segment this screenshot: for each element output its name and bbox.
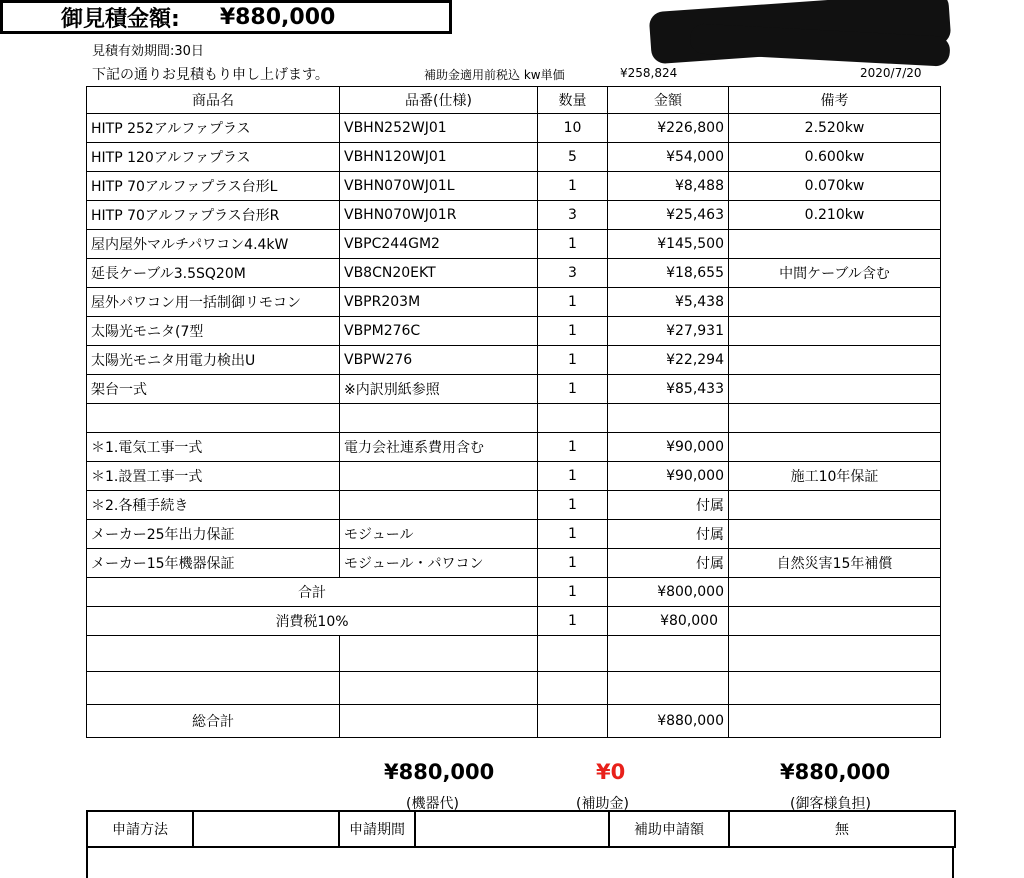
tax-amount: ¥80,000 — [608, 607, 729, 636]
item-remarks — [729, 433, 941, 462]
table-row — [87, 288, 941, 317]
application-period-value — [415, 811, 609, 847]
item-part-number: VBPM276C — [340, 317, 538, 346]
table-row — [87, 259, 941, 288]
item-remarks: 施工10年保証 — [729, 462, 941, 491]
item-remarks — [729, 520, 941, 549]
item-amount: ¥226,800 — [608, 114, 729, 143]
equipment-label: (機器代) — [406, 796, 459, 812]
item-amount: ¥85,433 — [608, 375, 729, 404]
table-row — [87, 491, 941, 520]
item-amount: 付属 — [608, 549, 729, 578]
subtotal-remarks — [729, 578, 941, 607]
estimate-amount-value: ¥880,000 — [219, 4, 336, 30]
item-part-number: VBPW276 — [340, 346, 538, 375]
item-quantity: 1 — [538, 549, 608, 578]
subsidy-request-value: 無 — [729, 811, 955, 847]
item-quantity: 1 — [538, 491, 608, 520]
item-remarks: 2.520kw — [729, 114, 941, 143]
item-name: 延長ケーブル3.5SQ20M — [87, 259, 340, 288]
application-period-label: 申請期間 — [339, 811, 415, 847]
grand-total-amount: ¥880,000 — [608, 705, 729, 738]
customer-amount: ¥880,000 — [780, 760, 891, 784]
item-part-number: VB8CN20EKT — [340, 259, 538, 288]
kw-price-label: 補助金適用前税込 kw単価 — [424, 68, 565, 82]
item-amount: ¥90,000 — [608, 433, 729, 462]
table-row — [87, 143, 941, 172]
table-row — [87, 172, 941, 201]
tax-label: 消費税10% — [87, 607, 538, 636]
table-row — [87, 433, 941, 462]
tax-row — [87, 607, 941, 636]
application-table — [86, 810, 956, 848]
item-part-number — [340, 404, 538, 433]
table-row — [87, 520, 941, 549]
item-part-number: VBHN252WJ01 — [340, 114, 538, 143]
item-remarks — [729, 317, 941, 346]
quote-table — [86, 86, 941, 738]
application-method-value — [193, 811, 339, 847]
subtotal-row — [87, 578, 941, 607]
item-remarks — [729, 404, 941, 433]
item-name: 屋外パワコン用一括制御リモコン — [87, 288, 340, 317]
subsidy-request-label: 補助申請額 — [609, 811, 729, 847]
subtotal-amount: ¥800,000 — [608, 578, 729, 607]
item-quantity: 10 — [538, 114, 608, 143]
item-name: メーカー25年出力保証 — [87, 520, 340, 549]
table-row — [87, 201, 941, 230]
item-quantity: 1 — [538, 288, 608, 317]
table-row — [87, 230, 941, 259]
item-remarks: 中間ケーブル含む — [729, 259, 941, 288]
item-amount: ¥90,000 — [608, 462, 729, 491]
header-quantity: 数量 — [538, 87, 608, 114]
subsidy-amount: ¥0 — [596, 760, 626, 784]
grand-total-row — [87, 705, 941, 738]
item-quantity: 5 — [538, 143, 608, 172]
table-row — [87, 549, 941, 578]
item-part-number: VBPC244GM2 — [340, 230, 538, 259]
tax-qty: 1 — [538, 607, 608, 636]
notes-box — [86, 846, 954, 878]
item-part-number: VBHN070WJ01R — [340, 201, 538, 230]
item-name: 屋内屋外マルチパワコン4.4kW — [87, 230, 340, 259]
item-amount: ¥8,488 — [608, 172, 729, 201]
item-remarks: 0.070kw — [729, 172, 941, 201]
item-quantity: 1 — [538, 375, 608, 404]
item-part-number — [340, 491, 538, 520]
item-amount: ¥5,438 — [608, 288, 729, 317]
header-product: 商品名 — [87, 87, 340, 114]
item-quantity: 1 — [538, 172, 608, 201]
item-amount: ¥27,931 — [608, 317, 729, 346]
table-row — [87, 317, 941, 346]
subtotal-label: 合計 — [87, 578, 538, 607]
item-amount: ¥54,000 — [608, 143, 729, 172]
item-name: メーカー15年機器保証 — [87, 549, 340, 578]
grand-total-label: 総合計 — [87, 705, 340, 738]
item-amount — [608, 404, 729, 433]
estimate-amount-label: 御見積金額: — [61, 6, 180, 32]
table-header-row — [87, 87, 941, 114]
table-row — [87, 462, 941, 491]
item-name: ＊1.電気工事一式 — [87, 433, 340, 462]
item-quantity: 1 — [538, 433, 608, 462]
item-part-number: モジュール・パワコン — [340, 549, 538, 578]
item-name: 太陽光モニタ用電力検出U — [87, 346, 340, 375]
item-amount: ¥18,655 — [608, 259, 729, 288]
item-part-number: VBHN070WJ01L — [340, 172, 538, 201]
tax-remarks — [729, 607, 941, 636]
item-remarks — [729, 288, 941, 317]
item-remarks: 0.600kw — [729, 143, 941, 172]
item-name: HITP 252アルファプラス — [87, 114, 340, 143]
item-name — [87, 404, 340, 433]
header-part-number: 品番(仕様) — [340, 87, 538, 114]
item-name: 架台一式 — [87, 375, 340, 404]
item-remarks — [729, 375, 941, 404]
item-name: HITP 70アルファプラス台形L — [87, 172, 340, 201]
item-name: HITP 70アルファプラス台形R — [87, 201, 340, 230]
item-remarks — [729, 346, 941, 375]
header-amount: 金額 — [608, 87, 729, 114]
item-name: 太陽光モニタ(7型 — [87, 317, 340, 346]
item-quantity: 1 — [538, 230, 608, 259]
table-row — [87, 375, 941, 404]
item-part-number — [340, 462, 538, 491]
application-row — [87, 811, 955, 847]
item-quantity: 3 — [538, 259, 608, 288]
item-name: ＊1.設置工事一式 — [87, 462, 340, 491]
item-rows — [87, 114, 941, 578]
item-name: ＊2.各種手続き — [87, 491, 340, 520]
blank-row — [87, 636, 941, 672]
item-remarks: 0.210kw — [729, 201, 941, 230]
item-amount: 付属 — [608, 520, 729, 549]
item-quantity: 3 — [538, 201, 608, 230]
item-quantity: 1 — [538, 462, 608, 491]
customer-label: (御客様負担) — [790, 796, 871, 812]
intro-text: 下記の通りお見積もり申し上げます。 — [92, 67, 329, 83]
validity-period: 見積有効期間:30日 — [92, 44, 204, 59]
item-remarks: 自然災害15年補償 — [729, 549, 941, 578]
item-amount: ¥145,500 — [608, 230, 729, 259]
equipment-amount: ¥880,000 — [384, 760, 495, 784]
application-method-label: 申請方法 — [87, 811, 193, 847]
item-amount: ¥25,463 — [608, 201, 729, 230]
table-row — [87, 114, 941, 143]
header-remarks: 備考 — [729, 87, 941, 114]
item-name: HITP 120アルファプラス — [87, 143, 340, 172]
item-remarks — [729, 230, 941, 259]
item-part-number: モジュール — [340, 520, 538, 549]
subsidy-label: (補助金) — [576, 796, 629, 812]
item-amount: 付属 — [608, 491, 729, 520]
item-part-number: 電力会社連系費用含む — [340, 433, 538, 462]
item-part-number: ※内訳別紙参照 — [340, 375, 538, 404]
subtotal-qty: 1 — [538, 578, 608, 607]
item-quantity: 1 — [538, 520, 608, 549]
estimate-amount-box — [0, 0, 452, 34]
table-row — [87, 404, 941, 433]
kw-price-value: ¥258,824 — [620, 66, 678, 80]
item-quantity: 1 — [538, 317, 608, 346]
item-part-number: VBPR203M — [340, 288, 538, 317]
table-row — [87, 346, 941, 375]
item-amount: ¥22,294 — [608, 346, 729, 375]
quote-date: 2020/7/20 — [860, 66, 922, 80]
item-quantity — [538, 404, 608, 433]
item-part-number: VBHN120WJ01 — [340, 143, 538, 172]
item-quantity: 1 — [538, 346, 608, 375]
item-remarks — [729, 491, 941, 520]
blank-row — [87, 672, 941, 705]
